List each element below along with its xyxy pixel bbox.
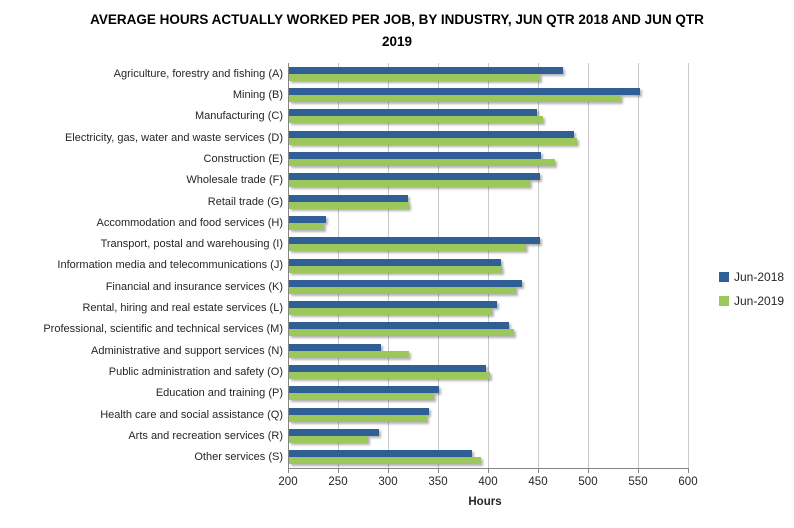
bar-jun-2018-B — [289, 88, 640, 95]
bar-jun-2019-F — [289, 180, 530, 187]
bar-jun-2018-L — [289, 301, 497, 308]
bar-jun-2018-D — [289, 131, 574, 138]
legend-item-jun-2018 — [719, 270, 784, 283]
chart-title — [40, 9, 754, 53]
bar-jun-2018-I — [289, 237, 540, 244]
bar-jun-2019-N — [289, 351, 409, 358]
x-axis-tick-300 — [388, 469, 389, 473]
x-axis-tick-500 — [588, 469, 589, 473]
bar-jun-2019-D — [289, 138, 577, 145]
bar-jun-2018-E — [289, 152, 541, 159]
category-label: Information media and telecommunications (J) — [57, 259, 283, 272]
x-axis-tick-450 — [538, 469, 539, 473]
category-label: Wholesale trade (F) — [186, 174, 283, 187]
bar-jun-2018-O — [289, 365, 486, 372]
bar-jun-2019-E — [289, 159, 555, 166]
bar-jun-2018-F — [289, 173, 540, 180]
bar-jun-2019-L — [289, 308, 492, 315]
x-axis-tick-400 — [488, 469, 489, 473]
x-tick-label-200: 200 — [278, 476, 298, 488]
bar-jun-2019-G — [289, 202, 409, 209]
category-label: Financial and insurance services (K) — [105, 280, 283, 293]
x-axis-tick-200 — [288, 469, 289, 473]
bar-jun-2018-P — [289, 386, 439, 393]
x-axis-tick-350 — [438, 469, 439, 473]
bar-jun-2019-O — [289, 372, 490, 379]
legend-swatch-jun-2019 — [719, 296, 729, 306]
x-axis-tick-250 — [338, 469, 339, 473]
bar-jun-2018-C — [289, 109, 537, 116]
category-label: Professional, scientific and technical services (M) — [43, 323, 283, 336]
x-tick-label-400: 400 — [478, 476, 498, 488]
category-label: Public administration and safety (O) — [108, 366, 283, 379]
bar-jun-2018-Q — [289, 408, 429, 415]
bar-jun-2018-M — [289, 322, 509, 329]
bar-jun-2019-M — [289, 329, 514, 336]
bar-jun-2018-N — [289, 344, 381, 351]
legend — [719, 270, 784, 307]
bar-jun-2019-P — [289, 393, 434, 400]
plot-area — [288, 63, 688, 468]
chart-title-line-1: AVERAGE HOURS ACTUALLY WORKED PER JOB, BY INDUSTRY, JUN QTR 2018 AND JUN QTR — [90, 12, 704, 27]
x-tick-label-250: 250 — [328, 476, 348, 488]
legend-item-jun-2019 — [719, 294, 784, 307]
category-label: Manufacturing (C) — [194, 110, 283, 123]
x-axis-title: Hours — [468, 496, 502, 508]
x-axis-tick-600 — [688, 469, 689, 473]
category-axis-labels — [0, 63, 283, 468]
x-tick-label-600: 600 — [678, 476, 698, 488]
category-label: Transport, postal and warehousing (I) — [100, 238, 283, 251]
x-axis-line — [288, 468, 689, 469]
category-label: Rental, hiring and real estate services (L) — [82, 302, 283, 315]
category-label: Agriculture, forestry and fishing (A) — [113, 67, 283, 80]
legend-label-jun-2018: Jun-2018 — [734, 269, 785, 284]
bar-jun-2018-H — [289, 216, 326, 223]
bar-jun-2019-S — [289, 457, 481, 464]
chart-title-line-2: 2019 — [381, 34, 413, 49]
bar-jun-2018-J — [289, 259, 501, 266]
x-tick-label-500: 500 — [578, 476, 598, 488]
category-label: Accommodation and food services (H) — [96, 216, 283, 229]
bar-jun-2019-A — [289, 74, 540, 81]
category-label: Administrative and support services (N) — [91, 344, 283, 357]
bar-jun-2019-Q — [289, 415, 427, 422]
x-tick-label-450: 450 — [528, 476, 548, 488]
gridline-500 — [588, 63, 589, 468]
category-label: Other services (S) — [194, 451, 283, 464]
x-axis-tick-550 — [638, 469, 639, 473]
bar-jun-2019-R — [289, 436, 368, 443]
gridline-550 — [638, 63, 639, 468]
bar-jun-2019-B — [289, 95, 621, 102]
category-label: Mining (B) — [232, 88, 283, 101]
bar-jun-2019-C — [289, 116, 543, 123]
category-label: Health care and social assistance (Q) — [100, 408, 283, 421]
legend-swatch-jun-2018 — [719, 272, 729, 282]
gridline-600 — [688, 63, 689, 468]
bar-jun-2019-I — [289, 244, 526, 251]
gridline-450 — [538, 63, 539, 468]
bar-jun-2019-K — [289, 287, 516, 294]
bar-jun-2018-A — [289, 67, 563, 74]
category-label: Construction (E) — [203, 152, 283, 165]
category-label: Arts and recreation services (R) — [128, 430, 283, 443]
category-label: Education and training (P) — [155, 387, 283, 400]
x-tick-label-350: 350 — [428, 476, 448, 488]
x-tick-label-300: 300 — [378, 476, 398, 488]
bar-jun-2018-G — [289, 195, 408, 202]
category-label: Retail trade (G) — [207, 195, 283, 208]
bar-jun-2018-R — [289, 429, 379, 436]
bar-jun-2018-S — [289, 450, 472, 457]
bar-jun-2019-H — [289, 223, 324, 230]
legend-label-jun-2019: Jun-2019 — [734, 293, 785, 308]
category-label: Electricity, gas, water and waste services (D) — [64, 131, 283, 144]
x-tick-label-550: 550 — [628, 476, 648, 488]
bar-jun-2018-K — [289, 280, 522, 287]
bar-jun-2019-J — [289, 266, 502, 273]
